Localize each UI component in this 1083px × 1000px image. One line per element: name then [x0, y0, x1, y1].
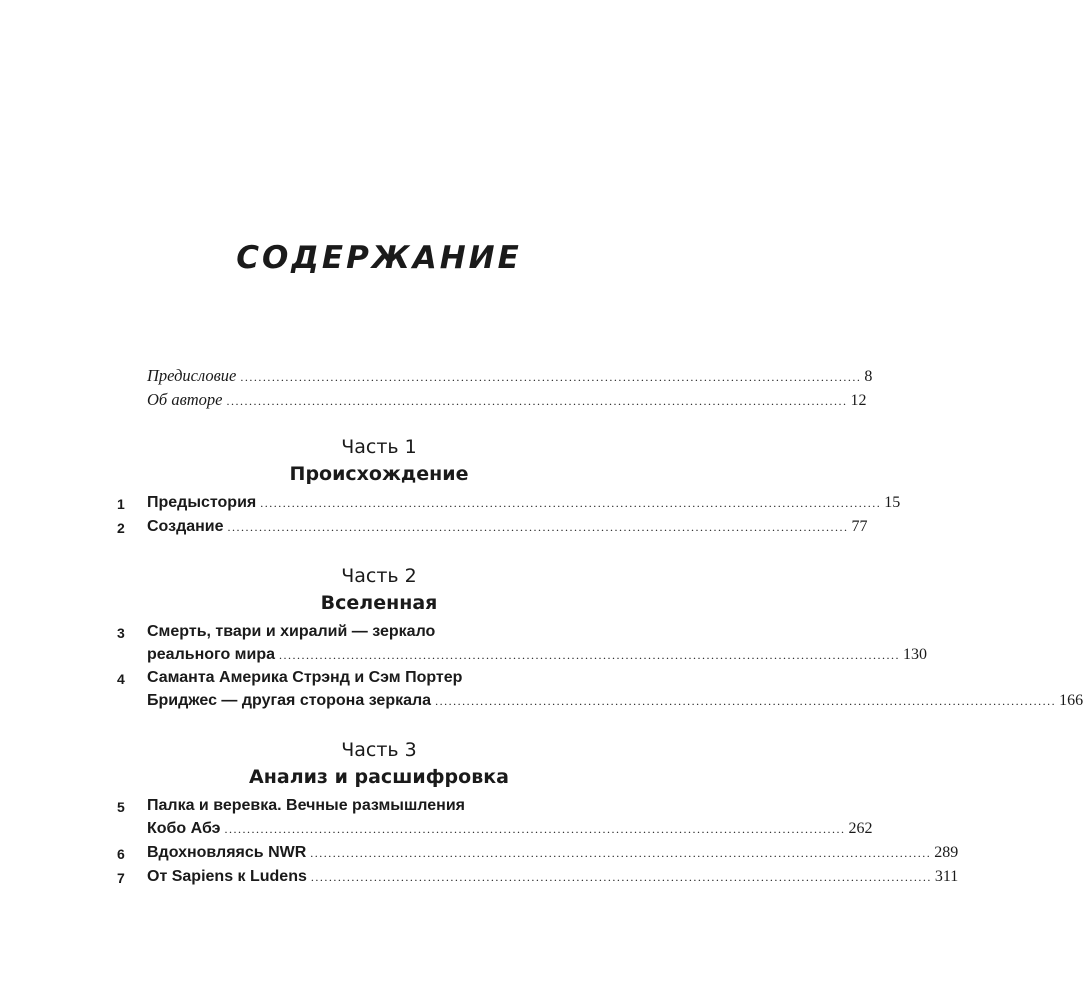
chapter-number: 2	[117, 520, 125, 536]
dot-leader: ..........................................................................................................................................	[240, 370, 862, 384]
part-title: Вселенная	[320, 592, 438, 614]
toc-entry-chapter-3	[147, 646, 928, 670]
toc-entry-chapter-5	[147, 820, 873, 844]
dot-leader: ..........................................................................................................................................	[260, 496, 882, 510]
page-number: 8	[864, 368, 873, 385]
dot-leader: ..........................................................................................................................................	[224, 822, 846, 836]
part-label: Часть 1	[341, 436, 417, 458]
part-label: Часть 2	[341, 565, 417, 587]
toc-entry-chapter-4-line-1: Саманта Америка Стрэнд и Сэм Портер	[147, 669, 463, 686]
entry-text: Предыстория	[147, 494, 257, 511]
entry-text: Кобо Абэ	[147, 820, 221, 837]
toc-entry-chapter-6	[147, 844, 959, 868]
part-title: Анализ и расшифровка	[249, 766, 509, 788]
chapter-number: 5	[117, 799, 125, 815]
page-number: 166	[1059, 692, 1083, 709]
entry-text: реального мира	[147, 646, 276, 663]
page-number: 311	[934, 868, 959, 885]
entry-text: Предисловие	[147, 366, 237, 385]
page-number: 130	[903, 646, 928, 663]
dot-leader: ..........................................................................................................................................	[227, 520, 849, 534]
page-number: 15	[884, 494, 901, 511]
entry-text: Бриджес — другая сторона зеркала	[147, 692, 432, 709]
dot-leader: ..........................................................................................................................................	[279, 648, 901, 662]
part-label: Часть 3	[341, 739, 417, 761]
page-number: 77	[851, 518, 868, 535]
toc-entry-chapter-3-line-1: Смерть, твари и хиралий — зеркало	[147, 623, 436, 640]
page-number: 262	[848, 820, 873, 837]
toc-entry-chapter-1	[147, 494, 901, 518]
page-number: 12	[850, 392, 867, 409]
toc-entry-chapter-7	[147, 868, 959, 892]
dot-leader: ..........................................................................................................................................	[226, 394, 848, 408]
toc-entry-preface	[147, 366, 873, 390]
toc-entry-about-author	[147, 390, 867, 414]
chapter-number: 6	[117, 846, 125, 862]
entry-text: Создание	[147, 518, 224, 535]
chapter-number: 4	[117, 671, 125, 687]
toc-entry-chapter-2	[147, 518, 868, 542]
entry-text: Об авторе	[147, 390, 223, 409]
entry-text: От Sapiens к Ludens	[147, 868, 307, 885]
chapter-number: 7	[117, 870, 125, 886]
dot-leader: ..........................................................................................................................................	[310, 870, 932, 884]
dot-leader: ..........................................................................................................................................	[435, 694, 1057, 708]
dot-leader: ..........................................................................................................................................	[310, 846, 932, 860]
part-title: Происхождение	[289, 463, 469, 485]
toc-title: СОДЕРЖАНИЕ	[236, 240, 522, 276]
chapter-number: 1	[117, 496, 125, 512]
entry-text: Вдохновляясь NWR	[147, 844, 307, 861]
page-number: 289	[934, 844, 959, 861]
chapter-number: 3	[117, 625, 125, 641]
toc-entry-chapter-5-line-1: Палка и веревка. Вечные размышления	[147, 797, 465, 814]
toc-entry-chapter-4	[147, 692, 1083, 716]
